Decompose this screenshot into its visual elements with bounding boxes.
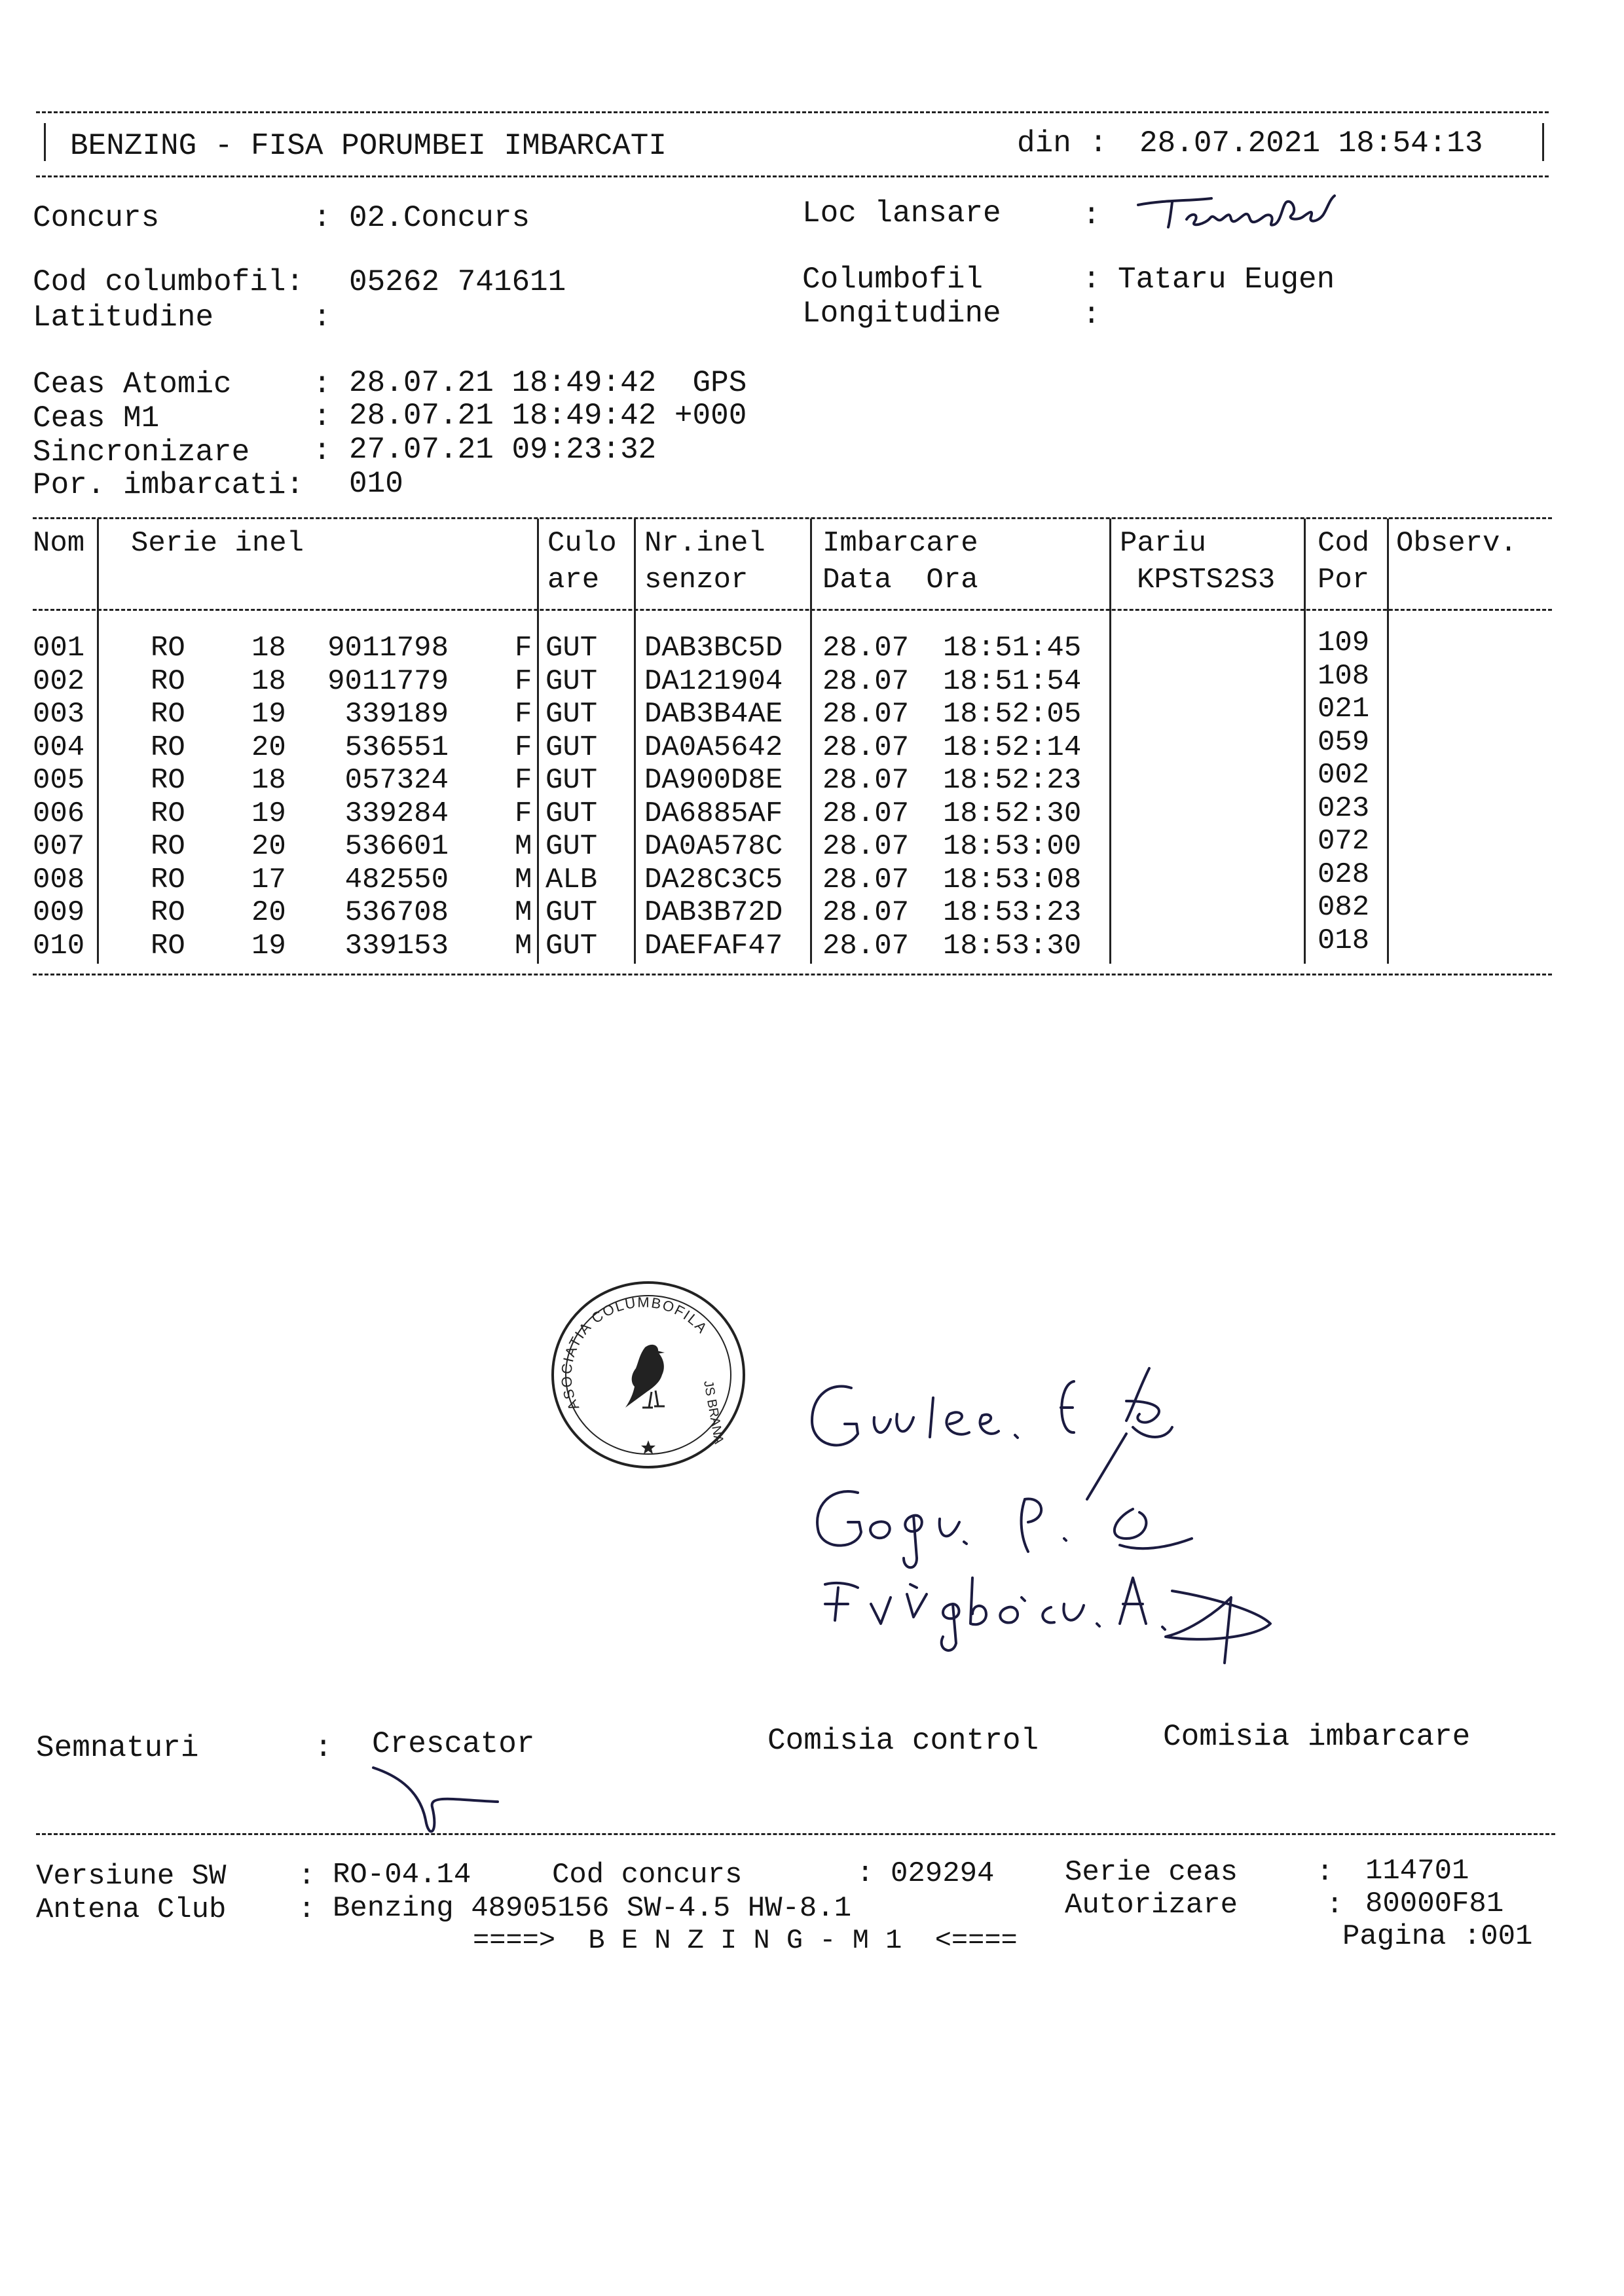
cell-data: 28.07 bbox=[822, 698, 910, 731]
cell-senzor: DA28C3C5 bbox=[644, 863, 783, 896]
semnaturi-label: Semnaturi bbox=[36, 1731, 199, 1765]
cell-an: 20 bbox=[251, 830, 286, 863]
cod-columbofil-label: Cod columbofil: bbox=[33, 265, 304, 299]
ceas-atomic-value: 28.07.21 18:49:42 GPS bbox=[349, 366, 747, 400]
cell-tara: RO bbox=[151, 797, 185, 830]
cell-data: 28.07 bbox=[822, 731, 910, 764]
cell-sex: F bbox=[515, 731, 532, 764]
cell-culoare: GUT bbox=[545, 731, 598, 764]
th-nr-inel-2: senzor bbox=[644, 564, 748, 596]
header-top-rule bbox=[36, 111, 1549, 113]
cell-senzor: DAEFAF47 bbox=[644, 929, 783, 962]
cell-data: 28.07 bbox=[822, 863, 910, 896]
th-cod-1: Cod bbox=[1318, 527, 1370, 560]
cell-nom: 009 bbox=[33, 896, 85, 929]
latitudine-label: Latitudine bbox=[33, 301, 214, 335]
serie-ceas-label: Serie ceas bbox=[1065, 1856, 1238, 1889]
cell-nr-inel: 536551 bbox=[344, 731, 449, 764]
cell-senzor: DA121904 bbox=[644, 665, 783, 698]
cell-sex: F bbox=[515, 698, 532, 731]
handwritten-signatures bbox=[799, 1362, 1323, 1728]
cell-tara: RO bbox=[151, 896, 185, 929]
autorizare-label: Autorizare bbox=[1065, 1889, 1238, 1922]
cell-an: 19 bbox=[251, 698, 286, 731]
cell-sex: M bbox=[515, 896, 532, 929]
concurs-value: 02.Concurs bbox=[349, 201, 530, 235]
cell-nr-inel: 482550 bbox=[344, 863, 449, 896]
cell-tara: RO bbox=[151, 731, 185, 764]
cell-nr-inel: 9011798 bbox=[327, 632, 449, 665]
cell-ora: 18:53:08 bbox=[943, 863, 1082, 896]
signature-comisia-control: Comisia control bbox=[767, 1724, 1039, 1758]
longitudine-label: Longitudine bbox=[802, 297, 1001, 331]
header-right-bar bbox=[1542, 123, 1544, 161]
cell-tara: RO bbox=[151, 698, 185, 731]
col-sep-serie bbox=[537, 519, 539, 633]
th-nom: Nom bbox=[33, 527, 85, 560]
loc-lansare-handwritten-value bbox=[1126, 187, 1362, 239]
header-din-label: din : bbox=[1017, 126, 1126, 160]
cod-columbofil-value: 05262 741611 bbox=[349, 265, 566, 299]
cell-ora: 18:52:23 bbox=[943, 764, 1082, 797]
latitudine-colon: : bbox=[313, 301, 331, 335]
cell-culoare: GUT bbox=[545, 929, 598, 962]
ceas-atomic-label: Ceas Atomic bbox=[33, 367, 232, 401]
cell-an: 19 bbox=[251, 797, 286, 830]
cell-senzor: DA0A5642 bbox=[644, 731, 783, 764]
cell-nom: 002 bbox=[33, 665, 85, 698]
versiune-label: Versiune SW bbox=[36, 1860, 227, 1893]
cell-nom: 004 bbox=[33, 731, 85, 764]
cell-ora: 18:53:00 bbox=[943, 830, 1082, 863]
loc-lansare-colon: : bbox=[1082, 198, 1101, 232]
th-serie-inel: Serie inel bbox=[131, 527, 304, 560]
cell-culoare: GUT bbox=[545, 764, 598, 797]
columbofil-value: Tataru Eugen bbox=[1118, 263, 1335, 297]
cell-ora: 18:53:23 bbox=[943, 896, 1082, 929]
concurs-label: Concurs bbox=[33, 201, 160, 235]
cell-cod-por: 002 bbox=[1318, 759, 1370, 792]
body-sep-pariu bbox=[1304, 629, 1306, 964]
longitudine-colon: : bbox=[1082, 298, 1101, 332]
cell-ora: 18:52:14 bbox=[943, 731, 1082, 764]
cell-nom: 008 bbox=[33, 863, 85, 896]
cod-concurs-colon: : bbox=[857, 1857, 874, 1890]
autorizare-colon: : bbox=[1326, 1889, 1344, 1922]
serie-ceas-value: 114701 bbox=[1365, 1855, 1469, 1887]
cod-concurs-value: 029294 bbox=[891, 1857, 995, 1890]
stamp-side-text: JS BRANA bbox=[701, 1379, 726, 1446]
sincronizare-label: Sincronizare bbox=[33, 435, 250, 469]
ceas-m1-label: Ceas M1 bbox=[33, 401, 160, 435]
cell-nr-inel: 536601 bbox=[344, 830, 449, 863]
cell-tara: RO bbox=[151, 632, 185, 665]
cell-nom: 010 bbox=[33, 929, 85, 962]
body-sep-imbarcare bbox=[1109, 629, 1111, 964]
versiune-value: RO-04.14 bbox=[333, 1859, 471, 1891]
table-bottom-rule bbox=[33, 974, 1552, 975]
cell-nr-inel: 536708 bbox=[344, 896, 449, 929]
cell-cod-por: 109 bbox=[1318, 627, 1370, 659]
cell-sex: M bbox=[515, 830, 532, 863]
serie-ceas-colon: : bbox=[1316, 1856, 1334, 1889]
cell-nr-inel: 339284 bbox=[344, 797, 449, 830]
header-date: 28.07.2021 18:54:13 bbox=[1139, 126, 1483, 160]
cell-culoare: GUT bbox=[545, 896, 598, 929]
cell-data: 28.07 bbox=[822, 665, 910, 698]
cell-senzor: DAB3BC5D bbox=[644, 632, 783, 665]
col-sep-cod bbox=[1387, 519, 1389, 633]
sincronizare-value: 27.07.21 09:23:32 bbox=[349, 433, 657, 467]
cell-nom: 001 bbox=[33, 632, 85, 665]
concurs-colon: : bbox=[313, 201, 331, 235]
cell-cod-por: 072 bbox=[1318, 825, 1370, 858]
loc-lansare-label: Loc lansare bbox=[802, 196, 1001, 230]
th-culoare-1: Culo bbox=[547, 527, 617, 560]
th-observ: Observ. bbox=[1396, 527, 1517, 560]
cell-data: 28.07 bbox=[822, 632, 910, 665]
body-sep-culoare bbox=[634, 629, 636, 964]
cell-cod-por: 018 bbox=[1318, 924, 1370, 957]
semnaturi-colon: : bbox=[314, 1731, 333, 1765]
header-left-bar bbox=[44, 123, 46, 161]
cell-sex: F bbox=[515, 797, 532, 830]
cell-an: 18 bbox=[251, 665, 286, 698]
cell-tara: RO bbox=[151, 665, 185, 698]
cell-culoare: GUT bbox=[545, 698, 598, 731]
cell-sex: F bbox=[515, 764, 532, 797]
cell-culoare: GUT bbox=[545, 632, 598, 665]
sincronizare-colon: : bbox=[313, 434, 331, 468]
por-imbarcati-label: Por. imbarcati: bbox=[33, 468, 304, 502]
cell-nr-inel: 339189 bbox=[344, 698, 449, 731]
cell-an: 18 bbox=[251, 764, 286, 797]
cell-cod-por: 021 bbox=[1318, 693, 1370, 725]
cell-data: 28.07 bbox=[822, 764, 910, 797]
cell-nom: 003 bbox=[33, 698, 85, 731]
th-imbarcare-1: Imbarcare bbox=[822, 527, 978, 560]
crescator-signature-mark bbox=[367, 1755, 511, 1846]
cell-tara: RO bbox=[151, 830, 185, 863]
th-nr-inel-1: Nr.inel bbox=[644, 527, 766, 560]
ceas-m1-value: 28.07.21 18:49:42 +000 bbox=[349, 399, 747, 433]
col-sep-culoare bbox=[634, 519, 636, 633]
cell-nom: 006 bbox=[33, 797, 85, 830]
antena-value: Benzing 48905156 SW-4.5 HW-8.1 bbox=[333, 1892, 852, 1925]
th-pariu-1: Pariu bbox=[1120, 527, 1207, 560]
cell-an: 19 bbox=[251, 929, 286, 962]
cell-senzor: DA900D8E bbox=[644, 764, 783, 797]
th-culoare-2: are bbox=[547, 564, 600, 596]
cell-ora: 18:51:54 bbox=[943, 665, 1082, 698]
cell-an: 18 bbox=[251, 632, 286, 665]
cell-tara: RO bbox=[151, 929, 185, 962]
cell-culoare: ALB bbox=[545, 863, 598, 896]
cell-cod-por: 059 bbox=[1318, 725, 1370, 759]
cell-ora: 18:51:45 bbox=[943, 632, 1082, 665]
cell-an: 20 bbox=[251, 896, 286, 929]
cell-ora: 18:53:30 bbox=[943, 929, 1082, 962]
cell-sex: F bbox=[515, 665, 532, 698]
cell-data: 28.07 bbox=[822, 896, 910, 929]
ceas-atomic-colon: : bbox=[313, 367, 331, 401]
cell-data: 28.07 bbox=[822, 830, 910, 863]
body-sep-nom bbox=[97, 629, 99, 964]
antena-colon: : bbox=[298, 1893, 316, 1926]
autorizare-value: 80000F81 bbox=[1365, 1887, 1504, 1920]
cell-tara: RO bbox=[151, 863, 185, 896]
header-bottom-rule bbox=[36, 175, 1549, 177]
antena-label: Antena Club bbox=[36, 1893, 227, 1926]
cell-tara: RO bbox=[151, 764, 185, 797]
col-sep-pariu bbox=[1304, 519, 1306, 633]
cell-culoare: GUT bbox=[545, 830, 598, 863]
cell-an: 20 bbox=[251, 731, 286, 764]
page-number: Pagina :001 bbox=[1342, 1920, 1533, 1953]
cell-senzor: DAB3B4AE bbox=[644, 698, 783, 731]
cell-senzor: DAB3B72D bbox=[644, 896, 783, 929]
columbofil-label: Columbofil bbox=[802, 263, 984, 297]
cell-cod-por: 108 bbox=[1318, 659, 1370, 693]
stamp-text: ASOCIATIA COLUMBOFILA bbox=[558, 1294, 711, 1413]
body-sep-senzor bbox=[810, 629, 812, 964]
benzing-banner: ====> B E N Z I N G - M 1 <==== bbox=[473, 1925, 1018, 1956]
cell-ora: 18:52:30 bbox=[943, 797, 1082, 830]
cell-sex: M bbox=[515, 863, 532, 896]
por-imbarcati-value: 010 bbox=[349, 467, 403, 501]
cell-nr-inel: 9011779 bbox=[327, 665, 449, 698]
col-sep-senzor bbox=[810, 519, 812, 633]
signature-crescator: Crescator bbox=[372, 1727, 535, 1761]
cod-concurs-label: Cod concurs bbox=[552, 1859, 743, 1891]
table-header-rule bbox=[33, 609, 1552, 611]
body-sep-cod bbox=[1387, 629, 1389, 964]
cell-sex: M bbox=[515, 929, 532, 962]
cell-cod-por: 028 bbox=[1318, 858, 1370, 891]
ceas-m1-colon: : bbox=[313, 400, 331, 434]
cell-senzor: DA6885AF bbox=[644, 797, 783, 830]
th-cod-2: Por bbox=[1318, 564, 1370, 596]
association-stamp bbox=[547, 1277, 750, 1473]
columbofil-colon: : bbox=[1082, 263, 1101, 297]
document-title: BENZING - FISA PORUMBEI IMBARCATI bbox=[70, 129, 667, 163]
th-imbarcare-2: Data Ora bbox=[822, 564, 978, 596]
cell-nr-inel: 339153 bbox=[344, 929, 449, 962]
cell-an: 17 bbox=[251, 863, 286, 896]
cell-data: 28.07 bbox=[822, 929, 910, 962]
cell-nom: 005 bbox=[33, 764, 85, 797]
cell-cod-por: 023 bbox=[1318, 792, 1370, 825]
body-sep-serie bbox=[537, 629, 539, 964]
cell-cod-por: 082 bbox=[1318, 891, 1370, 924]
col-sep-nom bbox=[97, 519, 99, 633]
cell-nr-inel: 057324 bbox=[344, 764, 449, 797]
cell-data: 28.07 bbox=[822, 797, 910, 830]
cell-senzor: DA0A578C bbox=[644, 830, 783, 863]
col-sep-imbarcare bbox=[1109, 519, 1111, 633]
table-top-rule bbox=[33, 517, 1552, 519]
cell-culoare: GUT bbox=[545, 797, 598, 830]
cell-sex: F bbox=[515, 632, 532, 665]
cell-nom: 007 bbox=[33, 830, 85, 863]
footer-top-rule bbox=[36, 1833, 1555, 1835]
cell-culoare: GUT bbox=[545, 665, 598, 698]
signature-comisia-imbarcare: Comisia imbarcare bbox=[1163, 1720, 1471, 1754]
th-pariu-2: KPSTS2S3 bbox=[1137, 564, 1276, 596]
versiune-colon: : bbox=[298, 1860, 316, 1893]
cell-ora: 18:52:05 bbox=[943, 698, 1082, 731]
